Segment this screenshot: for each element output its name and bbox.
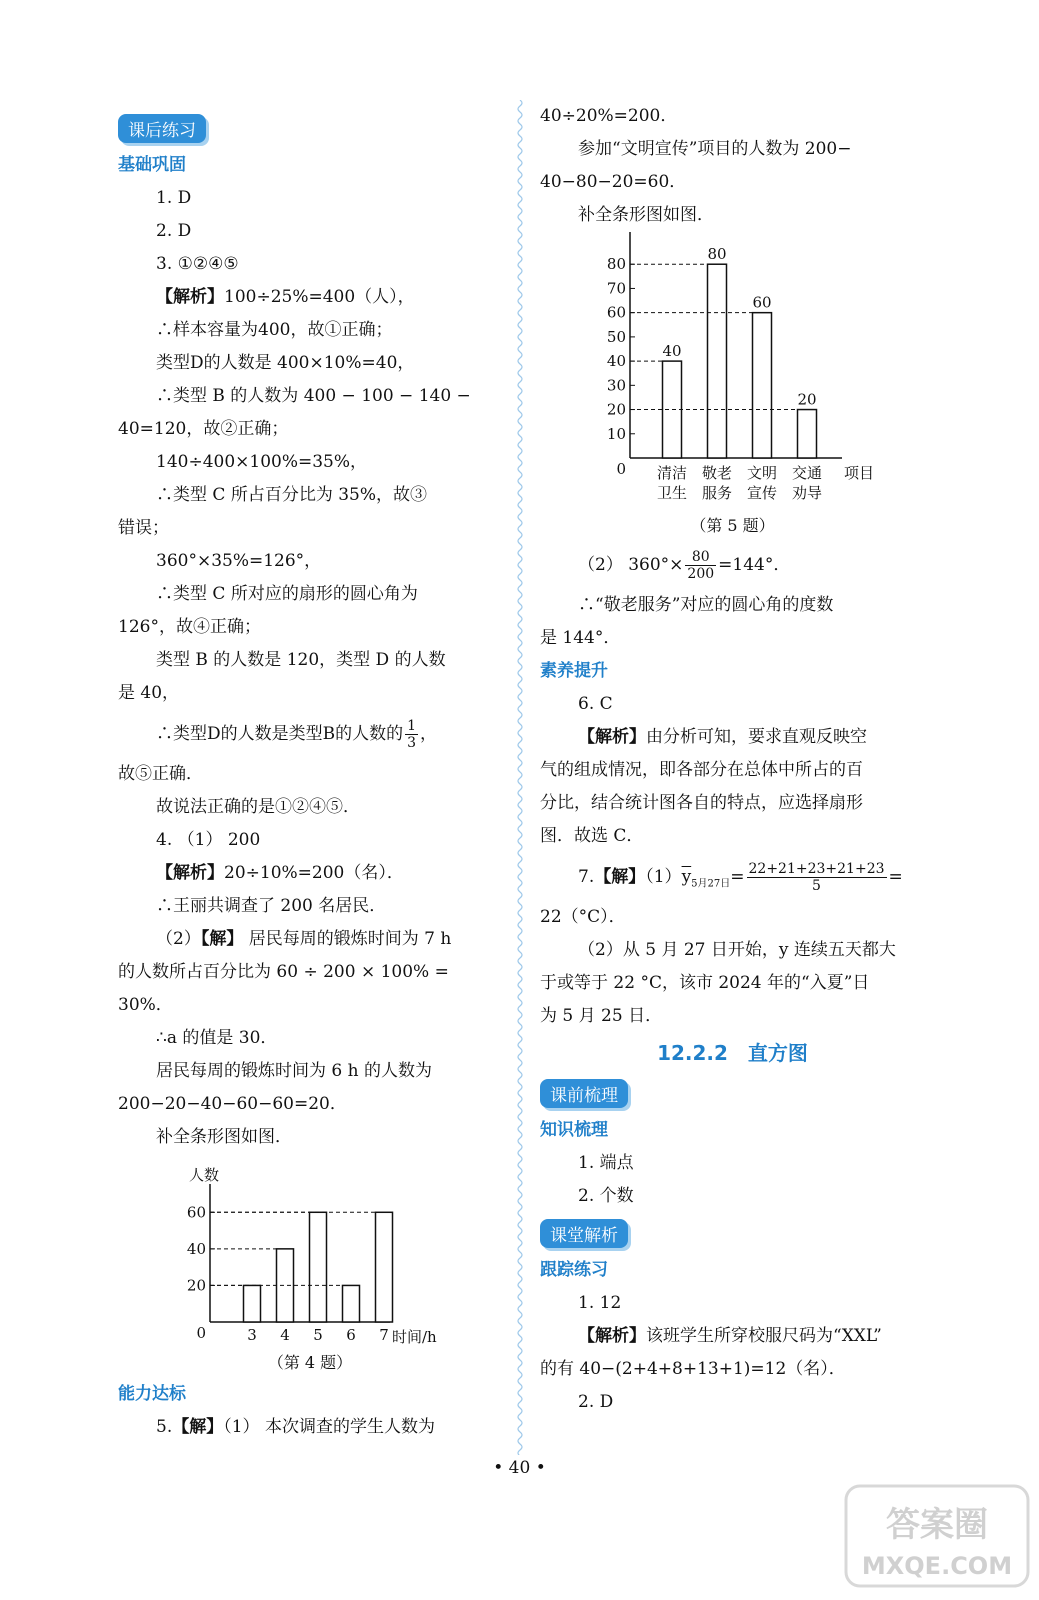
right-column — [540, 100, 925, 1419]
answer-line: 故⑤正确． — [118, 764, 203, 784]
answer-line — [118, 710, 502, 758]
x-tick-label: 7 — [379, 1326, 389, 1344]
y-tick-label: 70 — [606, 279, 626, 298]
x-tick-label: 4 — [280, 1326, 290, 1344]
x-tick-label: 卫生 — [656, 484, 688, 502]
answer-line — [540, 541, 925, 589]
bar-data-label: 40 — [662, 342, 682, 361]
fraction — [685, 549, 716, 582]
answer-line — [118, 1411, 502, 1444]
numerator: 22+21+23+21+23 — [748, 861, 885, 877]
left-column — [118, 100, 502, 1444]
answer-line: 补全条形图如图． — [156, 1127, 292, 1147]
y-tick-label: 10 — [606, 424, 626, 443]
answer-line: 气的组成情况，即各部分在总体中所占的百 — [540, 760, 863, 780]
answer-line: 4. （1） 200 — [156, 830, 261, 850]
y-tick-label: 80 — [606, 255, 626, 274]
text: 5. — [156, 1417, 173, 1437]
x-tick-label: 敬老 — [701, 464, 733, 482]
answer-line: 200−20−40−60−60=20． — [118, 1094, 347, 1114]
answer-line — [118, 857, 502, 890]
answer-line: 居民每周的锻炼时间为 6 h 的人数为 — [156, 1061, 432, 1081]
answer-line: ∴类型 B 的人数为 400 − 100 − 140 − — [156, 386, 471, 406]
answer-line — [118, 923, 502, 956]
answer-line: 图．故选 C． — [540, 826, 644, 846]
answer-line: 1. D — [156, 188, 192, 208]
text: 由分析可知，要求直观反映空 — [646, 727, 867, 747]
bar — [753, 313, 772, 458]
answer-line: 错误； — [118, 518, 169, 538]
analysis-tag: 【解析】 — [578, 727, 646, 747]
watermark-logo — [842, 1480, 1032, 1590]
bar-chart-q4 — [118, 1154, 502, 1344]
bar — [708, 264, 727, 458]
text: =144°． — [718, 555, 791, 575]
answer-line — [118, 281, 502, 314]
answer-line: ∴王丽共调查了 200 名居民． — [156, 896, 387, 916]
divider-wave — [518, 100, 522, 1455]
text: 7. — [578, 867, 595, 887]
answer-line: 22（°C）． — [540, 907, 626, 927]
x-tick-label: 5 — [313, 1326, 323, 1344]
text: 100÷25%=400（人）， — [224, 287, 415, 307]
denominator: 3 — [407, 735, 417, 751]
answer-line: 40−80−20=60． — [540, 172, 687, 192]
chart-caption-q5: （第 5 题） — [690, 516, 775, 535]
answer-line: 30%． — [118, 995, 173, 1015]
answer-line — [540, 1320, 925, 1353]
answer-line: 是 40， — [118, 683, 180, 703]
column-divider — [516, 100, 524, 1455]
page-number: • 40 • — [493, 1458, 546, 1478]
answer-line: 360°×35%=126°， — [156, 551, 322, 571]
equals-sign: = — [888, 867, 903, 887]
fraction — [747, 861, 887, 894]
x-tick-label: 宣传 — [746, 484, 778, 502]
bar — [310, 1212, 327, 1322]
answer-line: 40=120，故②正确； — [118, 419, 289, 439]
bar-data-label: 20 — [797, 390, 817, 409]
x-axis-label: 项目 — [844, 464, 875, 482]
y-tick-label: 30 — [606, 376, 626, 395]
answer-line: 补全条形图如图． — [578, 205, 714, 225]
equals-sign: = — [730, 867, 745, 887]
numerator: 1 — [407, 718, 417, 734]
subheading-knowledge: 知识梳理 — [540, 1120, 608, 1140]
y-tick-label: 20 — [606, 400, 626, 419]
answer-line: 于或等于 22 °C，该市 2024 年的“入夏”日 — [540, 973, 870, 993]
text: （1） — [645, 867, 682, 887]
answer-line: 的人数所占百分比为 60 ÷ 200 × 100% = — [118, 962, 449, 982]
text: 该班学生所穿校服尺码为“XXL” — [646, 1326, 882, 1346]
x-axis-label: 时间/h — [392, 1328, 437, 1344]
text: （1） 本次调查的学生人数为 — [223, 1417, 435, 1437]
analysis-tag: 【解析】 — [156, 863, 224, 883]
bar-chart-q5 — [540, 232, 925, 507]
bar — [376, 1212, 393, 1322]
answer-line: 40÷20%=200． — [540, 106, 678, 126]
section-badge-after-class: 课后练习 — [118, 114, 206, 143]
analysis-tag: 【解析】 — [578, 1326, 646, 1346]
x-tick-label: 劝导 — [791, 484, 823, 502]
bar — [343, 1285, 360, 1322]
answer-line: 分比，结合统计图各自的特点，应选择扇形 — [540, 793, 863, 813]
analysis-tag: 【解析】 — [156, 287, 224, 307]
bar — [798, 410, 817, 458]
answer-line: 参加“文明宣传”项目的人数为 200− — [578, 139, 852, 159]
answer-line: 6. C — [578, 694, 613, 714]
x-tick-label: 清洁 — [656, 464, 688, 482]
text: ∴类型D的人数是类型B的人数的 — [156, 724, 404, 744]
text: （2） 360°× — [578, 555, 684, 575]
text: 居民每周的锻炼时间为 7 h — [243, 929, 452, 949]
text: （2） — [156, 929, 201, 949]
x-tick-label: 服务 — [701, 484, 733, 502]
answer-line: 140÷400×100%=35%， — [156, 452, 368, 472]
y-tick-label: 40 — [186, 1239, 206, 1258]
fraction — [405, 718, 418, 751]
solution-tag: 【解】 — [594, 867, 646, 887]
section-badge-in-class: 课堂解析 — [540, 1219, 628, 1248]
subheading-literacy: 素养提升 — [540, 661, 608, 681]
x-tick-label: 3 — [247, 1326, 257, 1344]
answer-line: （2）从 5 月 27 日开始，y 连续五天都大 — [578, 940, 896, 960]
solution-tag: 【解】 — [172, 1417, 224, 1437]
y-tick-label: 0 — [616, 460, 626, 478]
denominator: 200 — [687, 566, 715, 582]
y-subscript: 5月27日 — [691, 878, 731, 890]
y-tick-label: 60 — [606, 303, 626, 322]
y-tick-label: 50 — [606, 327, 626, 346]
x-tick-label: 交通 — [791, 464, 823, 482]
answer-line: 类型 B 的人数是 120，类型 D 的人数 — [156, 650, 446, 670]
answer-line: 2. D — [156, 221, 192, 241]
solution-tag: 【解】 — [200, 929, 244, 949]
text: ， — [420, 724, 438, 744]
numerator: 80 — [685, 549, 716, 566]
section-badge-before-class: 课前梳理 — [540, 1079, 628, 1108]
section-title: 12.2.2 直方图 — [657, 1041, 808, 1065]
chart-caption-q4: （第 4 题） — [267, 1353, 353, 1372]
y-bar-symbol: $\overline{y}$ — [681, 867, 692, 887]
answer-line: 1. 12 — [578, 1293, 622, 1313]
x-tick-label: 6 — [346, 1326, 356, 1344]
text: 20÷10%=200（名）． — [224, 863, 404, 883]
bar-data-label: 60 — [752, 293, 772, 312]
answer-line: ∴类型 C 所占百分比为 35%，故③ — [156, 485, 428, 505]
subheading-ability: 能力达标 — [118, 1384, 186, 1404]
svg-text:答案圈: 答案圈 — [886, 1505, 988, 1545]
subheading-basic: 基础巩固 — [118, 155, 186, 175]
answer-line: 是 144°． — [540, 628, 621, 648]
bar-data-label: 80 — [707, 245, 727, 264]
answer-line: 类型D的人数是 400×10%=40， — [156, 353, 415, 373]
denominator: 5 — [812, 878, 821, 894]
y-axis-label: 人数 — [188, 1166, 220, 1184]
answer-line — [540, 721, 925, 754]
answer-line: 126°，故④正确； — [118, 617, 261, 637]
answer-line: 的有 40−(2+4+8+13+1)=12（名）． — [540, 1359, 846, 1379]
svg-text:MXQE.COM: MXQE.COM — [861, 1552, 1013, 1580]
answer-line: 2. D — [578, 1392, 614, 1412]
y-tick-label: 60 — [186, 1203, 206, 1222]
x-tick-label: 文明 — [746, 464, 778, 482]
answer-line: 故说法正确的是①②④⑤． — [156, 797, 360, 817]
answer-line: 为 5 月 25 日． — [540, 1006, 663, 1026]
y-tick-label: 20 — [186, 1276, 206, 1295]
answer-line — [540, 853, 925, 901]
answer-line: 2. 个数 — [578, 1186, 634, 1206]
answer-line: ∴类型 C 所对应的扇形的圆心角为 — [156, 584, 418, 604]
answer-line: ∴样本容量为400，故①正确； — [156, 320, 393, 340]
answer-line: 3. ①②④⑤ — [156, 254, 239, 274]
y-tick-label: 0 — [196, 1324, 206, 1342]
bar — [244, 1285, 261, 1322]
answer-line: ∴a 的值是 30． — [156, 1028, 278, 1048]
y-tick-label: 40 — [606, 352, 626, 371]
answer-line: ∴“敬老服务”对应的圆心角的度数 — [578, 595, 834, 615]
subheading-tracking: 跟踪练习 — [540, 1260, 608, 1280]
answer-line: 1. 端点 — [578, 1153, 634, 1173]
